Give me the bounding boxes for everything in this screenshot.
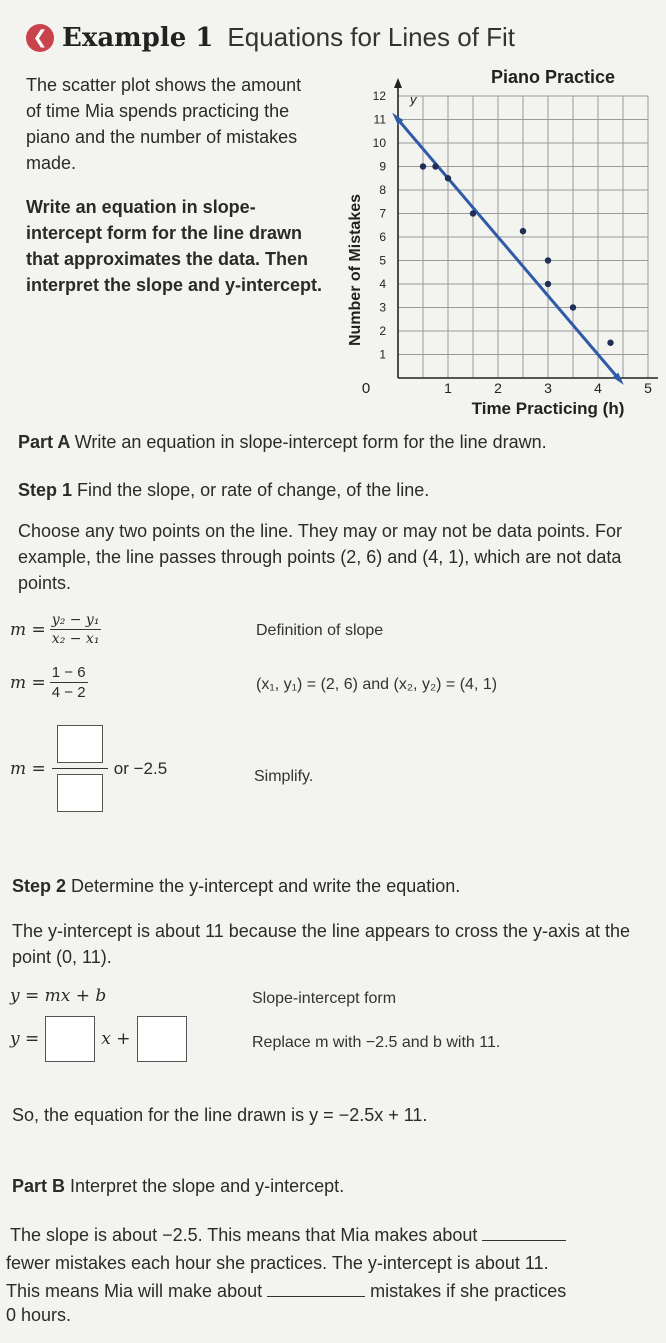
y-tick-label: 3	[379, 300, 386, 315]
chart-grid	[398, 96, 648, 378]
example-header	[26, 22, 515, 53]
y-axis-label: Number of Mistakes	[347, 193, 364, 347]
equation-fill-in	[10, 1016, 187, 1062]
part-a-label: Part A	[18, 432, 70, 452]
fit-line	[392, 113, 624, 385]
replace-note: Replace m with −2.5 and b with 11.	[252, 1034, 501, 1051]
part-b-text: Interpret the slope and y-intercept.	[70, 1176, 345, 1196]
step2-label: Step 2	[12, 876, 67, 896]
slope-substitution	[10, 664, 88, 701]
step2-text: Determine the y-intercept and write the equation.	[71, 876, 461, 896]
intercept-answer-blank[interactable]	[267, 1296, 365, 1297]
y-tick-label: 6	[379, 230, 386, 244]
y-tick-label: 7	[379, 206, 386, 221]
part-a-heading	[18, 432, 547, 453]
x-axis-label: Time Practicing (h)	[471, 399, 625, 418]
step1-text: Find the slope, or rate of change, of the line.	[77, 480, 430, 500]
origin-label: 0	[361, 380, 371, 397]
data-point	[545, 257, 551, 263]
m-equals: m =	[10, 672, 46, 693]
y-tick-label: 8	[379, 183, 386, 197]
x-tick-label: 5	[644, 380, 652, 396]
fraction-bar	[52, 768, 108, 769]
m-equals: m =	[10, 619, 46, 640]
scatter-chart	[330, 60, 666, 420]
data-point	[607, 340, 613, 346]
substitution-numerator: 1 − 6	[51, 664, 86, 681]
form-note: Slope-intercept form	[252, 990, 397, 1007]
substitution-fraction	[50, 664, 88, 701]
slope-fraction	[50, 612, 102, 647]
x-plus: x +	[101, 1029, 131, 1049]
answer-fraction	[52, 725, 108, 812]
slope-result	[10, 725, 167, 812]
part-b-line2: fewer mistakes each hour she practices. The y-intercept is about 11.	[6, 1253, 549, 1273]
y-tick-label: 5	[379, 253, 386, 268]
y-tick-label: 9	[379, 159, 386, 174]
intercept-interpretation: This means Mia will make about	[6, 1281, 263, 1301]
chart-title: Piano Practice	[490, 67, 616, 87]
numerator-answer-box[interactable]	[57, 725, 103, 763]
simplify-note: Simplify.	[254, 768, 314, 785]
data-points	[420, 163, 614, 346]
y-tick-label: 12	[372, 89, 386, 103]
example-number: Example 1	[62, 22, 214, 53]
step2-heading	[12, 876, 460, 897]
part-b-label: Part B	[12, 1176, 66, 1196]
result-decimal: or −2.5	[113, 758, 168, 778]
part-a-text: Write an equation in slope-intercept form for the line drawn.	[74, 432, 547, 452]
part-b-line4: 0 hours.	[6, 1305, 72, 1325]
slope-answer-box[interactable]	[45, 1016, 95, 1062]
slope-interpretation: The slope is about −2.5. This means that Mia makes about	[10, 1225, 478, 1245]
intercept-answer-box[interactable]	[137, 1016, 187, 1062]
x-tick-label: 4	[594, 380, 602, 396]
y-tick-label: 2	[379, 324, 386, 338]
part-b-heading	[12, 1176, 344, 1197]
data-point	[445, 175, 451, 181]
x-tick-label: 2	[494, 380, 502, 396]
step1-label: Step 1	[18, 480, 73, 500]
x-tick-label: 3	[544, 380, 552, 396]
data-point	[520, 228, 526, 234]
step1-heading	[18, 480, 429, 501]
y-axis-variable: y	[410, 92, 417, 107]
y-tick-label: 1	[379, 347, 386, 362]
x-tick-label: 1	[444, 380, 452, 396]
slope-numerator: y₂ − y₁	[51, 612, 100, 628]
part-b-line1	[10, 1222, 660, 1248]
y-tick-labels	[373, 89, 387, 362]
denominator-answer-box[interactable]	[57, 774, 103, 812]
data-point	[570, 304, 576, 310]
substitution-note: (x₁, y₁) = (2, 6) and (x₂, y₂) = (4, 1)	[256, 676, 498, 693]
intercept-interpretation-end: mistakes if she practices	[370, 1281, 567, 1301]
example-title: Equations for Lines of Fit	[227, 22, 516, 52]
slope-definition	[10, 612, 101, 647]
y-equals: y =	[10, 1029, 40, 1049]
data-point	[545, 281, 551, 287]
slope-intercept-form: y = mx + b	[10, 986, 107, 1006]
y-tick-label: 10	[372, 136, 386, 150]
chart-axes	[394, 78, 658, 378]
m-equals: m =	[10, 758, 46, 779]
equation-conclusion: So, the equation for the line drawn is y = −2.5x + 11.	[12, 1105, 428, 1125]
chevron-left-icon: ❮	[26, 24, 54, 52]
substitution-denominator: 4 − 2	[51, 684, 86, 701]
y-tick-label: 4	[379, 277, 386, 291]
intro-text: The scatter plot shows the amount of time Mia spends practicing the piano and the number of mistakes made.	[26, 75, 302, 173]
slope-answer-blank[interactable]	[482, 1240, 566, 1241]
step1-body: Choose any two points on the line. They may or may not be data points. For example, the line passes through points (2, 6) and (4, 1), which are not data points.	[18, 521, 623, 593]
data-point	[420, 163, 426, 169]
definition-note: Definition of slope	[256, 622, 384, 639]
task-text: Write an equation in slope-intercept form for the line drawn that approximates the data. Then interpret the slope and y-intercept.	[26, 197, 323, 295]
slope-denominator: x₂ − x₁	[51, 631, 100, 647]
y-axis-arrow	[394, 78, 402, 88]
data-point	[470, 210, 476, 216]
y-tick-label: 11	[373, 112, 386, 127]
data-point	[432, 163, 438, 169]
step2-body: The y-intercept is about 11 because the line appears to cross the y-axis at the point (0, 11).	[12, 921, 631, 967]
fit-line-segment	[398, 120, 618, 379]
part-b-line3	[6, 1278, 662, 1304]
